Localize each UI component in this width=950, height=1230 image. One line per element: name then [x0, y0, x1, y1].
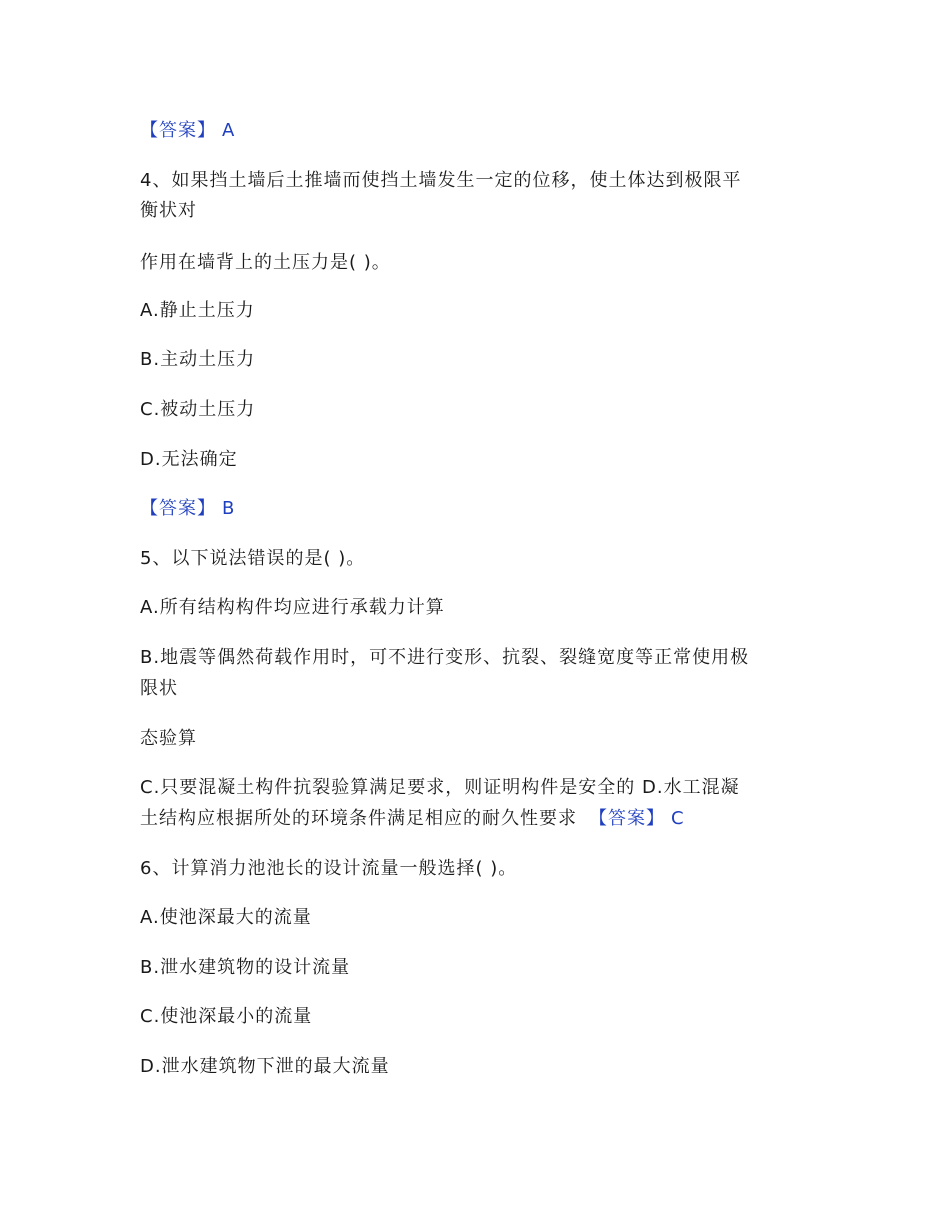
answer-label: 【答案】: [140, 498, 216, 519]
answer-line-q3: [140, 118, 820, 144]
question-4-stem-line-2: 衡状对: [140, 200, 197, 221]
answer-line-q4: [140, 496, 820, 522]
question-6-option-d: D.泄水建筑物下泄的最大流量: [140, 1056, 390, 1077]
question-4-option-a: A.静止土压力: [140, 300, 255, 321]
answer-label: 【答案】: [140, 120, 216, 141]
question-4-option-b: B.主动土压力: [140, 349, 256, 370]
answer-label: 【答案】: [589, 808, 665, 829]
question-4-stem-line-3: 作用在墙背上的土压力是( )。: [140, 252, 391, 273]
question-5-option-cd-line-1: C.只要混凝土构件抗裂验算满足要求，则证明构件是安全的 D.水工混凝: [140, 777, 740, 798]
question-6-stem: 6、计算消力池池长的设计流量一般选择( )。: [140, 858, 518, 879]
answer-value: C: [671, 808, 685, 829]
answer-value: A: [222, 120, 236, 141]
answer-line-q5: [589, 808, 685, 829]
question-5-option-b-line-3: 态验算: [140, 728, 197, 749]
question-4-stem-line-1: 4、如果挡土墙后土推墙而使挡土墙发生一定的位移，使土体达到极限平: [140, 170, 742, 191]
question-5-option-a: A.所有结构构件均应进行承载力计算: [140, 597, 445, 618]
question-5-stem: 5、以下说法错误的是( )。: [140, 548, 366, 569]
question-6-option-a: A.使池深最大的流量: [140, 907, 312, 928]
question-5-option-d-text: 土结构应根据所处的环境条件满足相应的耐久性要求: [140, 808, 577, 829]
question-6-option-c: C.使池深最小的流量: [140, 1006, 313, 1027]
question-5-option-b-line-1: B.地震等偶然荷载作用时，可不进行变形、抗裂、裂缝宽度等正常使用极: [140, 647, 750, 668]
question-5-option-cd-line-2: [140, 806, 820, 832]
question-6-option-b: B.泄水建筑物的设计流量: [140, 957, 351, 978]
question-4-option-d: D.无法确定: [140, 449, 238, 470]
question-4-option-c: C.被动土压力: [140, 399, 256, 420]
answer-value: B: [222, 498, 236, 519]
question-5-option-b-line-2: 限状: [140, 678, 178, 699]
